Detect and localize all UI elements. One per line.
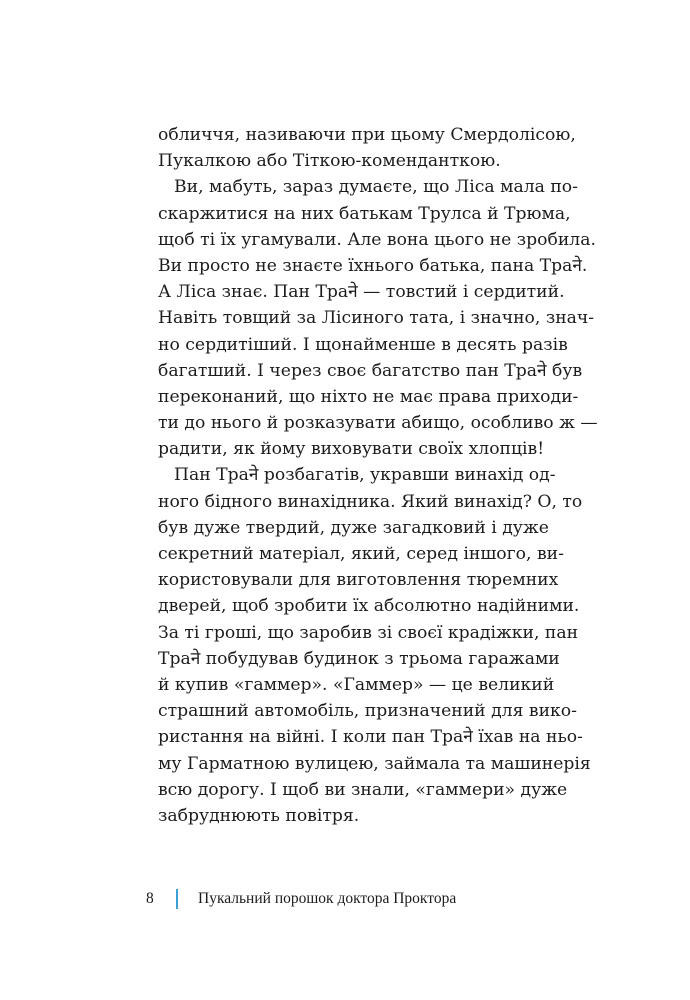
text-line: секретний матеріал, який, серед іншого, ви- xyxy=(158,544,564,564)
text-line: А Ліса знає. Пан Траने — товстий і сердитий. xyxy=(158,282,565,303)
text-line: Навіть товщий за Лісиного тата, і значно, знач- xyxy=(158,308,595,329)
text-line: Пан Траने розбагатів, укравши винахід од- xyxy=(174,465,556,486)
text-line: був дуже твердий, дуже загадковий і дуже xyxy=(158,517,549,538)
text-line: переконаний, що ніхто не має права приходи- xyxy=(158,386,579,407)
page-number: 8 xyxy=(146,890,154,907)
text-line: дверей, щоб зробити їх абсолютно надійними. xyxy=(158,596,580,617)
text-line: Ви, мабуть, зараз думаєте, що Ліса мала по- xyxy=(174,177,578,198)
text-line: страшний автомобіль, призначений для вико- xyxy=(158,701,577,722)
text-line: Ви просто не знаєте їхнього батька, пана Траने. xyxy=(158,255,588,276)
text-line: ти до нього й розказувати абищо, особливо ж — xyxy=(158,413,598,434)
text-line: ристання на війні. І коли пан Траने їхав на ньо- xyxy=(158,727,583,748)
text-line: Пукалкою або Тіткою-коменданткою. xyxy=(158,151,501,172)
text-line: всю дорогу. І щоб ви знали, «гаммери» дуже xyxy=(158,779,568,800)
text-line: Траने побудував будинок з трьома гаражами xyxy=(158,648,560,669)
text-line: користовували для виготовлення тюремних xyxy=(158,570,559,591)
text-line: обличчя, називаючи при цьому Смердолісою, xyxy=(158,125,576,145)
text-line: но сердитіший. І щонайменше в десять разів xyxy=(158,334,568,355)
text-line: щоб ті їх угамували. Але вона цього не зробила. xyxy=(158,229,596,250)
text-line: ного бідного винахідника. Який винахід? О, то xyxy=(158,491,583,512)
text-line: скаржитися на них батькам Трулса й Трюма, xyxy=(158,203,571,224)
text-line: й купив «гаммер». «Гаммер» — це великий xyxy=(158,674,555,695)
page-footer xyxy=(146,887,456,911)
text-line: му Гарматною вулицею, займала та машинерія xyxy=(158,753,591,774)
text-line: багатший. І через своє багатство пан Траने був xyxy=(158,360,583,381)
body-text xyxy=(158,122,598,829)
text-line: забруднюють повітря. xyxy=(158,805,360,826)
footer-divider xyxy=(176,889,178,909)
running-title: Пукальний порошок доктора Проктора xyxy=(198,890,457,907)
text-line: радити, як йому виховувати своїх хлопців! xyxy=(158,439,545,460)
text-line: За ті гроші, що заробив зі своєї крадіжки, пан xyxy=(158,622,579,643)
